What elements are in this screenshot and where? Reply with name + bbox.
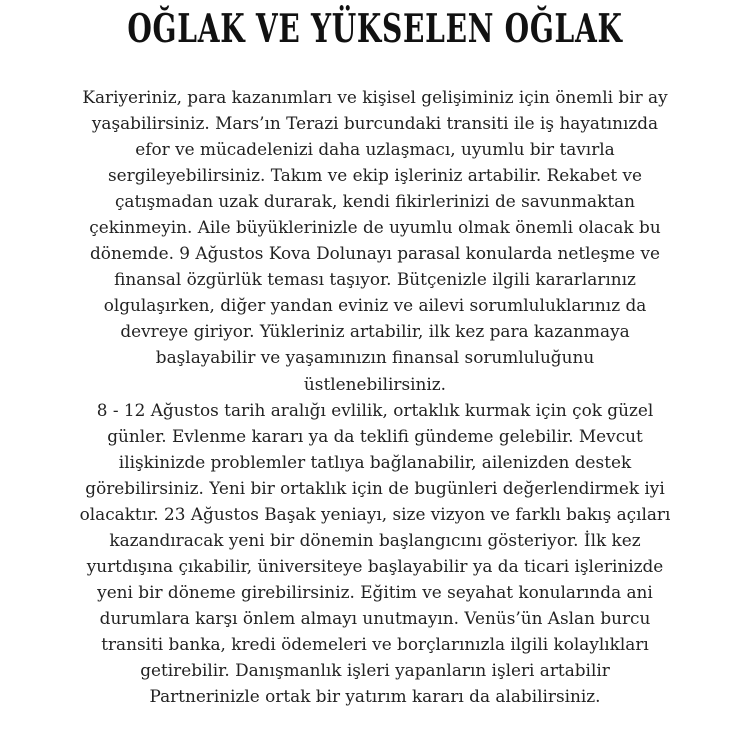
body-line: getirebilir. Danışmanlık işleri yapanların işleri artabilir [140, 661, 610, 682]
body-line: ilişkinizde problemler tatlıya bağlanabilir, ailenizden destek [118, 452, 632, 473]
body-line: transiti banka, kredi ödemeleri ve borçlarınızla ilgili kolaylıkları [101, 634, 649, 655]
body-line: efor ve mücadelenizi daha uzlaşmacı, uyumlu bir tavırla [135, 140, 615, 161]
body-line: üstlenebilirsiniz. [303, 374, 447, 395]
body-line: olgulaşırken, diğer yandan eviniz ve ailevi sorumluluklarınız da [103, 296, 647, 317]
body-line: olacaktır. 23 Ağustos Başak yeniayı, size vizyon ve farklı bakış açıları [79, 504, 671, 525]
body-line: Kariyeriniz, para kazanımları ve kişisel gelişiminiz için önemli bir ay [82, 88, 668, 108]
page-title: OĞLAK VE YÜKSELEN OĞLAK [127, 6, 623, 52]
body-line: yeni bir döneme girebilirsiniz. Eğitim ve seyahat konularında ani [97, 582, 653, 603]
body-line: çatışmadan uzak durarak, kendi fikirlerinizi de savunmaktan [114, 192, 636, 213]
body-line: başlayabilir ve yaşamınızın finansal sorumluluğunu [155, 348, 595, 369]
body-line: Partnerinizle ortak bir yatırım kararı da alabilirsiniz. [149, 687, 601, 708]
body-line: çekinmeyin. Aile büyüklerinizle de uyumlu olmak önemli olacak bu [89, 218, 661, 239]
body-line: devreye giriyor. Yükleriniz artabilir, ilk kez para kazanmaya [120, 322, 630, 343]
body-line: 8 - 12 Ağustos tarih aralığı evlilik, ortaklık kurmak için çok güzel [96, 400, 654, 421]
body-line: finansal özgürlük teması taşıyor. Bütçenizle ilgili kararlarınız [114, 270, 636, 291]
body-line: durumlara karşı önlem almayı unutmayın. Venüs’ün Aslan burcu [99, 608, 651, 629]
body-line: sergileyebilirsiniz. Takım ve ekip işleriniz artabilir. Rekabet ve [108, 166, 642, 187]
body-line: kazandıracak yeni bir dönemin başlangıcını gösteriyor. İlk kez [109, 530, 641, 551]
body-line: yurtdışına çıkabilir, üniversiteye başlayabilir ya da ticari işlerinizde [86, 556, 664, 577]
body-line: günler. Evlenme kararı ya da teklifi gündeme gelebilir. Mevcut [107, 426, 643, 447]
body-line: yaşabilirsiniz. Mars’ın Terazi burcundaki transiti ile iş hayatınızda [91, 114, 659, 135]
horoscope-body [0, 85, 750, 710]
body-line: dönemde. 9 Ağustos Kova Dolunayı parasal konularda netleşme ve [89, 244, 660, 265]
body-line: görebilirsiniz. Yeni bir ortaklık için de bugünleri değerlendirmek iyi [85, 478, 665, 499]
